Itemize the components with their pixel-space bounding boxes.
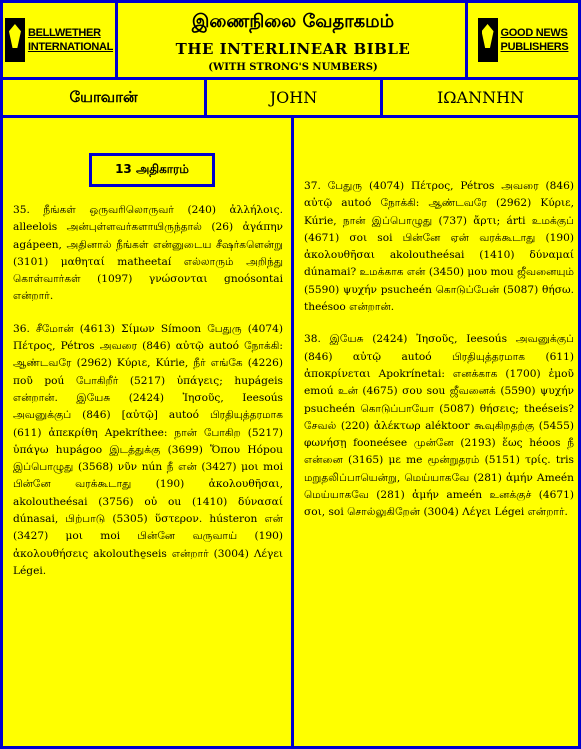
- good-news-emblem-icon: [478, 18, 498, 62]
- book-name-greek: IΩANNHN: [436, 88, 525, 107]
- book-name-bar: [3, 80, 578, 118]
- bellwether-emblem-icon: [5, 18, 25, 62]
- right-column: [304, 121, 574, 522]
- left-column: [13, 121, 283, 580]
- good-news-logo-line2: PUBLISHERS: [500, 41, 569, 53]
- bellwether-logo-line2: INTERNATIONAL: [27, 41, 114, 53]
- verse-35: 35. நீங்கள் ஒருவரிலொருவர் (240) ἀλλήλοις. alleelois அன்புள்ளவர்களாயிருந்தால் (26) ἀγάπην agápeen, அதினால் நீங்கள் என்னுடைய சீஷர்களென்று (3101) μαθηταί matheetaí எல்லாரும் அறிந்து கொள்வார்கள் (1097) γνώσονται gnoósontai என்றார்.: [13, 204, 283, 303]
- bellwether-logo: [3, 3, 118, 77]
- title-block: [121, 3, 465, 77]
- book-name-tamil: யோவான்: [3, 80, 207, 115]
- column-divider: [291, 118, 294, 749]
- verse-36: 36. சீமோன் (4613) Σίμων Símoon பேதுரு (4074) Πέτρος, Pétros அவரை (846) αὐτῷ autoó நோக்கி: ஆண்டவரே (2962) Κύριε, Kúrie, நீர் எங்கே (4226) ποῦ poú போகிறீர் (5217) ὑπάγεις; hupágeis என்றான். இயேசு (2424) Ἰησοῦς, Ieesoús அவனுக்குப் (846) [αὐτῷ] autoó பிரதியுத்தரமாக (611) ἀπεκρίθη Apekríthee: நான் போகிற (5217) ὑπάγω hupágoo இடத்துக்கு (3699) Ὅπου Hópou இப்பொழுது (3568) νῦν nún நீ என் (3427) μοι moi பின்னே வரக்கூடாது (190) ἀκολουθῆσαι, akoloutheésai (3756) οὐ ou (1410) δύνασαί dúnasai, பிற்பாடு (5305) ὕστερον. hústeron என் (3427) μοι moi பின்னே வருவாய் (190) ἀκολουθήσεις akolouthe̱seis என்றார் (3004) Λέγει Légei.: [13, 322, 283, 577]
- bellwether-logo-line1: BELLWETHER: [27, 27, 101, 39]
- title-subtitle: (WITH STRONG'S NUMBERS): [208, 62, 378, 73]
- book-name-english: JOHN: [207, 80, 383, 115]
- title-english: THE INTERLINEAR BIBLE: [175, 40, 411, 58]
- header: [3, 3, 578, 80]
- chapter-heading: 13 அதிகாரம்: [89, 153, 215, 187]
- verse-38: 38. இயேசு (2424) Ἰησοῦς, Ieesoús அவனுக்குப் (846) αὐτῷ autoó பிரதியுத்தரமாக (611) ἀποκρίνεται Apokrínetai: எனக்காக (1700) ἐμοῦ emoú உன் (4675) σου sou ஜீவனைக் (5590) ψυχήν psucheén கொடுப்பாயோ (5087) θήσεις; theéseis? சேவல் (220) ἀλέκτωρ aléktoor கூவுகிறதற்கு (5455) φωνήσῃ fooneésee முன்னே (2193) ἕως héoos நீ என்னை (3165) με me மூன்றுதரம் (5151) τρίς. tris மறுதலிப்பாயென்று, மெய்யாகவே (281) ἀμήν Ameén மெய்யாகவே (281) ἀμήν ameén உனக்குச் (4671) σοι, soi சொல்லுகிறேன் (3004) Λέγει Légei என்றார்.: [304, 333, 574, 519]
- good-news-logo-line1: GOOD NEWS: [500, 27, 568, 39]
- good-news-logo: [465, 3, 578, 77]
- verse-37: 37. பேதுரு (4074) Πέτρος, Pétros அவரை (846) αὐτῷ autoó நோக்கி: ஆண்டவரே (2962) Κύριε, Kúrie, நான் இப்பொழுது (737) ἄρτι; árti உமக்குப் (4671) σοι soi பின்னே ஏன் வரக்கூடாது (190) ἀκολουθῆσαι akoloutheésai (1410) δύναμαί dúnamai? உமக்காக என் (3450) μου mou ஜீவனையும் (5590) ψυχήν psucheén கொடுப்பேன் (5087) θήσω. theésoo என்றான்.: [304, 180, 574, 314]
- title-tamil: இணைநிலை வேதாகமம்: [191, 11, 395, 32]
